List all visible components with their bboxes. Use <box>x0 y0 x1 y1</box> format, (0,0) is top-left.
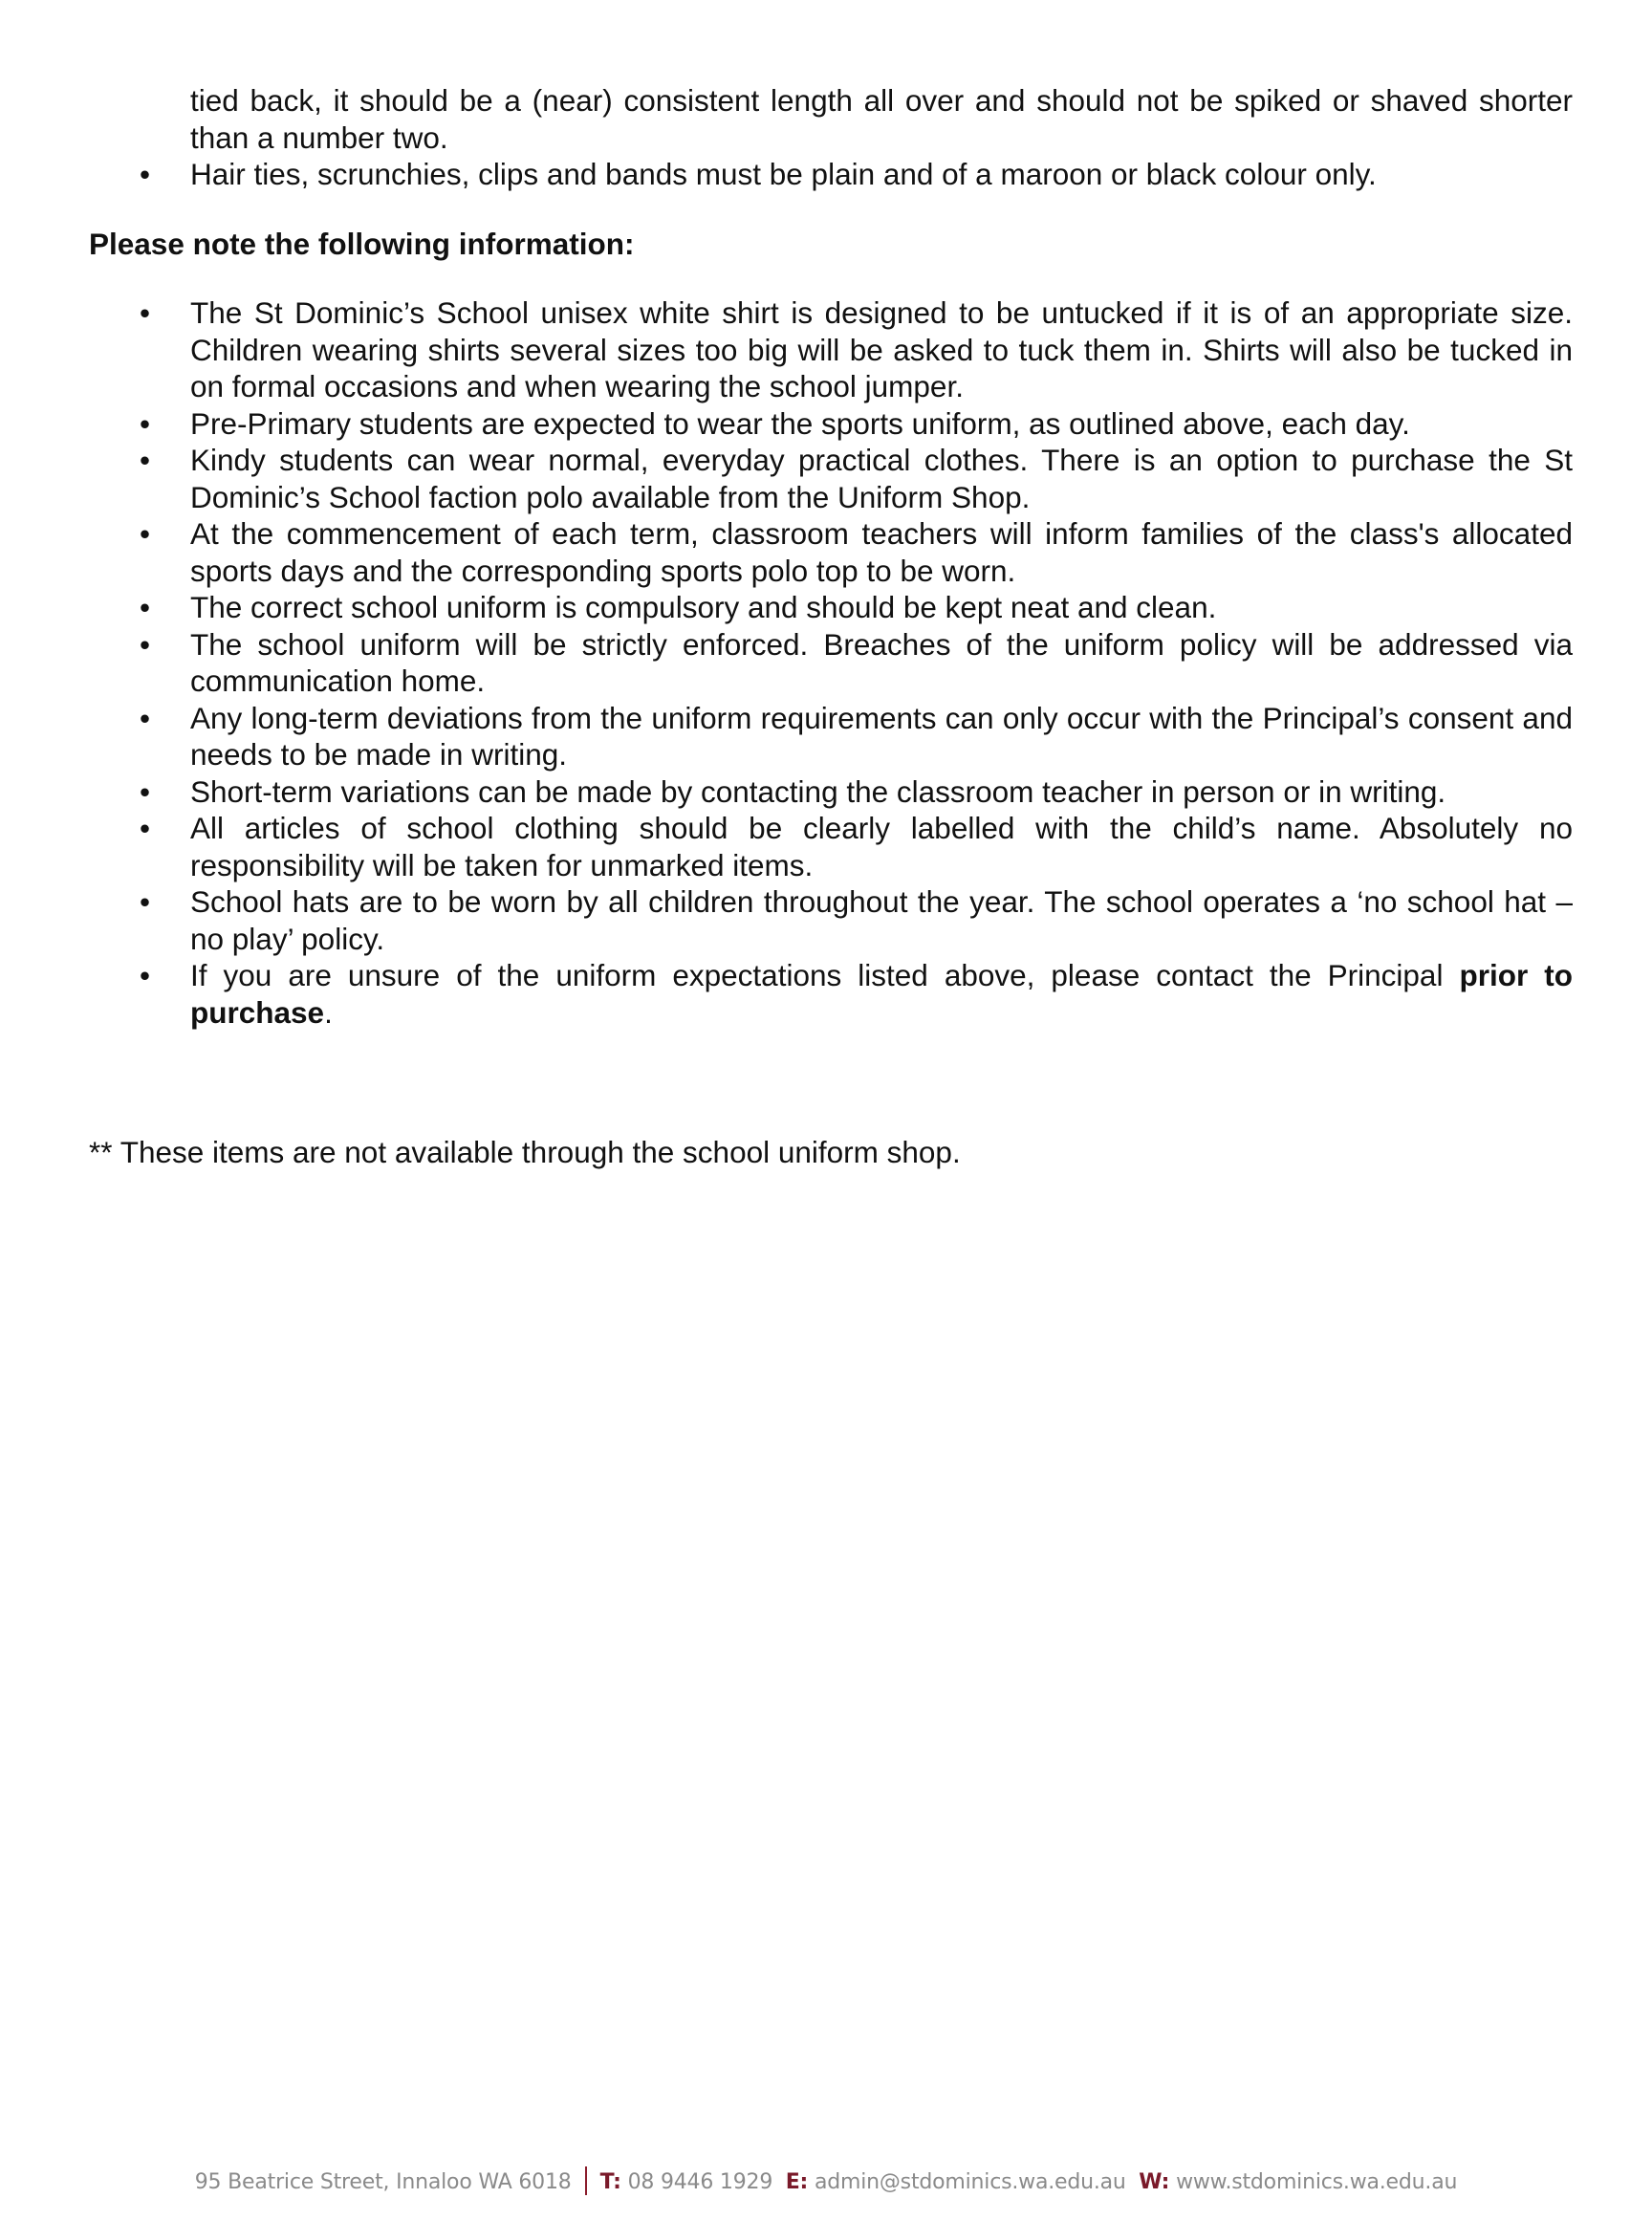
bullet-icon: • <box>140 590 151 624</box>
bullet-icon: • <box>140 405 151 441</box>
continued-bullet-text: tied back, it should be a (near) consistent length all over and should not be spiked or shaved shorter than a number two. <box>190 83 1573 155</box>
footer-address: 95 Beatrice Street, Innaloo WA 6018 <box>194 2170 572 2194</box>
list-item: • School hats are to be worn by all children throughout the year. The school operates a ‘no school hat – no play’ policy. <box>140 884 1573 956</box>
bullet-icon: • <box>140 700 151 735</box>
list-item: • If you are unsure of the uniform expectations listed above, please contact the Principal prior to purchase. <box>140 958 1573 1030</box>
list-item: • Hair ties, scrunchies, clips and bands must be plain and of a maroon or black colour only. <box>140 157 1377 191</box>
intro-bullet-list <box>89 156 1573 193</box>
information-bullet-list <box>89 294 1573 1031</box>
list-item: • Kindy students can wear normal, everyday practical clothes. There is an option to purchase the St Dominic’s School faction polo available from the Uniform Shop. <box>140 443 1573 514</box>
footer-divider <box>585 2166 587 2195</box>
document-body <box>89 82 1573 1171</box>
bullet-icon: • <box>140 773 151 809</box>
email-label: E: <box>785 2170 809 2194</box>
phone-label: T: <box>599 2170 621 2194</box>
list-item: • The correct school uniform is compulsory and should be kept neat and clean. <box>140 590 1217 624</box>
emphasis-text: prior to purchase <box>190 958 1573 1030</box>
bullet-icon: • <box>140 516 151 551</box>
bullet-icon: • <box>140 958 151 992</box>
footnote: ** These items are not available through the school uniform shop. <box>89 1135 961 1169</box>
list-item: • Any long-term deviations from the uniform requirements can only occur with the Principal’s consent and needs to be made in writing. <box>140 700 1573 772</box>
list-item: • All articles of school clothing should be clearly labelled with the child’s name. Absolutely no responsibility will be taken for unmarked items. <box>140 811 1573 882</box>
list-item: • The school uniform will be strictly enforced. Breaches of the uniform policy will be addressed via communication home. <box>140 626 1573 698</box>
list-item: • At the commencement of each term, classroom teachers will inform families of the class's allocated sports days and the corresponding sports polo top to be worn. <box>140 516 1573 588</box>
bullet-icon: • <box>140 626 151 662</box>
footer-email[interactable]: admin@stdominics.wa.edu.au <box>814 2170 1126 2194</box>
section-heading: Please note the following information: <box>89 226 635 261</box>
page-footer <box>0 2168 1652 2197</box>
list-item: • Short-term variations can be made by contacting the classroom teacher in person or in writing. <box>140 773 1446 809</box>
list-item: • Pre-Primary students are expected to wear the sports uniform, as outlined above, each day. <box>140 405 1410 441</box>
web-label: W: <box>1139 2170 1170 2194</box>
bullet-icon: • <box>140 295 151 330</box>
bullet-icon: • <box>140 884 151 919</box>
footer-website[interactable]: www.stdominics.wa.edu.au <box>1176 2170 1458 2194</box>
bullet-icon: • <box>140 811 151 845</box>
bullet-icon: • <box>140 157 151 191</box>
list-item: • The St Dominic’s School unisex white shirt is designed to be untucked if it is of an appropriate size. Children wearing shirts several sizes too big will be asked to tuck them in. Shirts will also be tucked in on formal occasions and when wearing the school jumper. <box>140 295 1573 403</box>
footer-phone: 08 9446 1929 <box>627 2170 773 2194</box>
bullet-icon: • <box>140 443 151 477</box>
